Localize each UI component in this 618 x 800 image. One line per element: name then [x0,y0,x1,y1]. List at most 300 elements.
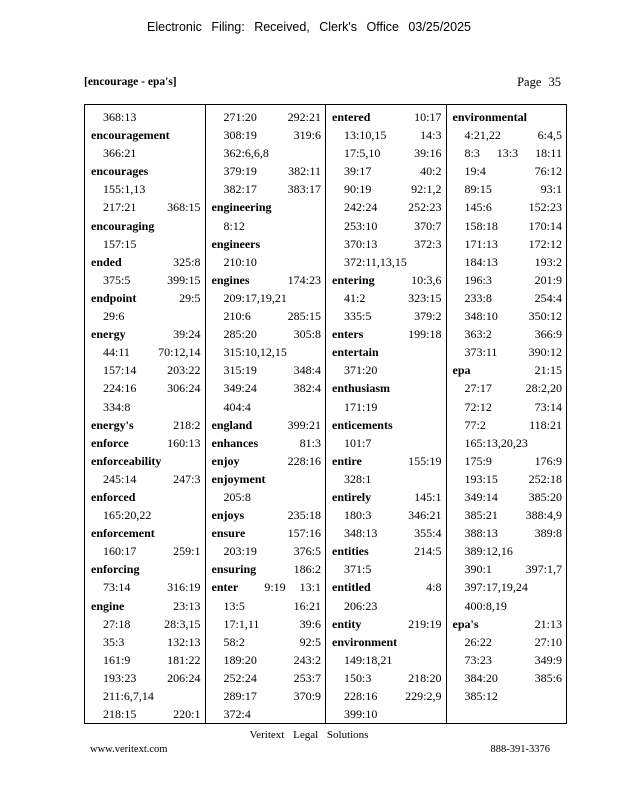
index-term: enter [211,580,239,595]
index-entry [212,271,322,416]
index-term: entire [332,453,362,468]
page-line-ref: 305:8 [293,327,321,342]
page-line-ref: 315:19 [223,363,257,378]
index-term: enforceability [91,453,162,468]
index-reference-line [332,307,442,325]
page-line-ref: 372:3 [414,236,442,251]
index-reference-line [332,198,442,216]
page-line-ref: 218:20 [408,670,442,685]
index-reference-line [332,560,442,578]
page-line-ref: 10:17 [414,110,442,124]
index-reference-line [332,162,442,180]
page-line-ref: 382:4 [293,381,321,396]
index-term-row [332,108,442,126]
index-reference-line [91,542,201,560]
page-line-ref: 17:1,11 [223,616,260,631]
index-reference-line [453,578,563,596]
index-reference-line [332,361,442,379]
page-line-ref: 397:1,7 [525,562,562,577]
index-term: enforce [91,435,129,450]
index-entry [332,271,442,325]
page-line-ref: 186:2 [293,562,321,577]
page-line-ref [264,578,321,596]
page-line-ref: 26:22 [464,634,492,649]
page-line-ref: 189:20 [223,652,257,667]
page-line-ref: 92:5 [299,634,321,649]
index-reference-line [453,126,563,144]
index-reference-line [453,235,563,253]
index-reference-line [212,705,322,723]
index-entry [91,416,201,434]
page-line-ref: 220:1 [173,707,201,722]
index-reference-line [91,307,201,325]
index-reference-line [332,705,442,723]
page-line-ref: 161:9 [103,652,131,667]
index-reference-line [91,180,201,198]
index-term: environment [332,634,398,649]
page-line-ref: 242:24 [344,200,378,215]
index-term-row [212,560,322,578]
index-reference-line [212,379,322,397]
page-line-ref: 29:5 [179,290,201,305]
page-line-ref: 371:20 [344,363,378,378]
page-line-ref: 334:8 [103,399,131,414]
index-reference-line [212,651,322,669]
index-reference-line [332,289,442,307]
page-line-ref: 371:5 [344,562,372,577]
page-line-ref: 252:23 [408,200,442,215]
index-term-row [91,162,201,180]
page-line-ref: 368:15 [167,200,201,215]
index-entry [332,615,442,633]
page-line-ref: 160:13 [167,435,201,450]
index-term: ensuring [211,562,257,577]
page-line-ref: 89:15 [464,182,492,197]
index-entry [91,217,201,253]
page-line-ref: 16:21 [293,598,321,613]
page-line-ref: 160:17 [103,544,137,559]
page-line-ref: 165:20,22 [103,508,152,523]
page-line-ref: 308:19 [223,128,257,143]
page-line-ref: 382:17 [223,182,257,197]
index-reference-line [212,108,322,126]
page-line-ref: 158:18 [464,218,498,233]
index-entry [332,488,442,542]
page-line-ref: 271:20 [223,110,257,124]
page-line-ref: 388:4,9 [525,508,562,523]
footer-phone: 888-391-3376 [490,744,550,755]
page-line-ref: 370:13 [344,236,378,251]
page-line-ref: 165:13,20,23 [464,435,528,450]
page-line-ref: 252:24 [223,670,257,685]
index-entry [332,542,442,578]
page-line-ref: 366:21 [103,146,137,161]
index-reference-line [91,687,201,705]
page-line-ref: 203:19 [223,544,257,559]
index-term-row [332,452,442,470]
page-line-ref: 14:3 [420,128,442,143]
page-line-ref: 27:18 [103,616,131,631]
index-reference-line [453,506,563,524]
page-line-ref: 13:10,15 [344,128,387,143]
page-line-ref: 390:1 [464,562,492,577]
index-term-row [212,198,322,216]
page-line-ref: 214:5 [414,544,442,559]
index-term: enjoyment [211,471,266,486]
page-line-ref: 323:15 [408,290,442,305]
page-line-ref: 44:11 [103,345,130,360]
page-line-ref: 349:9 [534,652,562,667]
index-term: entering [332,272,375,287]
footer-website: www.veritext.com [90,744,168,755]
page-line-ref: 73:14 [103,580,131,595]
page-line-ref: 93:1 [540,182,562,197]
index-entry [212,434,322,452]
page-line-ref: 28:2,20 [525,381,562,396]
index-reference-line [332,235,442,253]
index-reference-line [453,669,563,687]
index-term-row [212,452,322,470]
index-reference-line [453,253,563,271]
index-term: enjoy [211,453,240,468]
index-entry [91,434,201,452]
index-term: encouragement [91,128,170,143]
index-reference-line [212,633,322,651]
page-line-ref: 176:9 [534,453,562,468]
index-term: enforcement [91,526,155,541]
index-reference-line [332,253,442,271]
filing-header: Electronic Filing: Received, Clerk's Office 03/25/2025 [147,20,471,34]
page-line-ref: 4:21,22 [464,128,501,143]
page-line-ref: 404:4 [223,399,251,414]
page-line-ref: 157:14 [103,363,137,378]
page-line-ref: 350:12 [528,309,562,324]
page-line-ref: 346:21 [408,508,442,523]
index-entry [453,108,563,361]
index-table [84,104,567,724]
index-term-row [332,379,442,397]
page-line-ref: 27:10 [534,634,562,649]
index-reference-line [91,235,201,253]
page-line-ref: 376:5 [293,544,321,559]
index-reference-line [453,343,563,361]
page-line-ref: 170:14 [528,218,562,233]
index-reference-line [453,271,563,289]
page-line-ref: 174:23 [287,272,321,287]
page-line-ref: 4:8 [426,580,442,595]
index-term: encouraging [91,218,155,233]
index-reference-line [453,162,563,180]
index-reference-line [212,687,322,705]
index-term-row [212,578,322,596]
index-reference-line [91,615,201,633]
page-line-ref: 6:4,5 [537,128,562,143]
index-term: environmental [452,110,527,124]
index-entry [91,126,201,162]
index-term-row [212,416,322,434]
index-reference-line [212,217,322,235]
page-line-ref: 155:1,13 [103,182,146,197]
page-line-ref: 206:24 [167,670,201,685]
page-line-ref: 155:19 [408,453,442,468]
index-reference-line [91,271,201,289]
index-term-row [332,615,442,633]
index-term-row [332,416,442,434]
index-entry [91,452,201,488]
index-term: enjoys [211,508,245,523]
page-line-ref: 247:3 [173,471,201,486]
index-reference-line [212,144,322,162]
index-entry [212,235,322,271]
page-line-ref: 319:6 [293,128,321,143]
page-line-ref: 368:13 [103,110,137,124]
index-term-row [91,325,201,343]
index-reference-line [91,379,201,397]
page-line-ref: 81:3 [299,435,321,450]
page-line-ref: 372:11,13,15 [344,254,407,269]
index-term: entity [332,616,362,631]
page-line-ref: 285:15 [287,309,321,324]
page-line-ref: 17:5,10 [344,146,381,161]
index-reference-line [332,524,442,542]
index-term-row [91,126,201,144]
page-line-ref: 175:9 [464,453,492,468]
index-reference-line [91,651,201,669]
page-line-ref: 316:19 [167,580,201,595]
page-line-ref: 10:3,6 [411,272,442,287]
index-entry [332,108,442,271]
page-line-ref: 218:15 [103,707,137,722]
page-line-ref: 219:19 [408,616,442,631]
index-reference-line [212,180,322,198]
page-line-ref: 366:9 [534,327,562,342]
index-entry [91,325,201,415]
page-line-ref: 132:13 [167,634,201,649]
page-line-ref: 399:10 [344,707,378,722]
index-reference-line [212,542,322,560]
index-term: ended [91,254,122,269]
page-line-ref: 348:4 [293,363,321,378]
index-term: entities [332,544,369,559]
index-reference-line [91,669,201,687]
index-entry [91,162,201,216]
index-entry [91,108,201,126]
page-line-ref: 41:2 [344,290,366,305]
page-line-ref: 21:15 [534,363,562,378]
index-entry [91,597,201,723]
index-term-row [212,470,322,488]
index-entry [332,452,442,488]
index-entry [453,615,563,705]
index-term: enthusiasm [332,381,391,396]
index-reference-line [453,144,563,162]
page-line-ref: 217:21 [103,200,137,215]
page-line-ref: 224:16 [103,381,137,396]
index-reference-line [453,398,563,416]
page-line-ref: 184:13 [464,254,498,269]
page-line-ref: 285:20 [223,327,257,342]
index-entry [212,198,322,234]
page-line-ref: 101:7 [344,435,372,450]
page-line-ref: 379:2 [414,309,442,324]
index-reference-line [453,217,563,235]
index-reference-line [332,651,442,669]
page-line-ref: 203:22 [167,363,201,378]
index-reference-line [453,379,563,397]
index-reference-line [332,398,442,416]
page-line-ref: 383:17 [287,182,321,197]
page-line-ref: 372:4 [223,707,251,722]
page-line-ref: 8:3 [464,146,480,161]
page-line-ref: 355:4 [414,526,442,541]
index-entry [332,325,442,343]
page-line-ref: 252:18 [528,471,562,486]
page-line-ref: 389:8 [534,526,562,541]
page-line-ref: 27:17 [464,381,492,396]
page-line-ref: 149:18,21 [344,652,393,667]
page-line-ref: 152:23 [528,200,562,215]
page-line-ref: 243:2 [293,652,321,667]
index-entry [212,452,322,470]
page-line-ref: 385:12 [464,689,498,703]
index-term: entitled [332,580,371,595]
page-line-ref: 385:21 [464,508,498,523]
index-reference-line [212,343,322,361]
page-line-ref: 209:17,19,21 [223,290,287,305]
index-reference-line [212,669,322,687]
index-reference-line [91,705,201,723]
index-reference-line [332,470,442,488]
page-line-ref: 363:2 [464,327,492,342]
index-entry [212,416,322,434]
page-number: Page 35 [517,75,561,89]
index-reference-line [91,633,201,651]
index-reference-line [212,398,322,416]
index-term-row [91,217,201,235]
index-term: entirely [332,489,372,504]
page-line-ref: 23:13 [173,598,201,613]
index-reference-line [453,542,563,560]
page-line-ref: 70:12,14 [158,345,201,360]
index-reference-line [91,144,201,162]
index-term: enhances [211,435,259,450]
index-reference-line [453,416,563,434]
index-reference-line [91,470,201,488]
index-term: energy [91,327,126,342]
index-term-row [332,542,442,560]
page-line-ref: 348:10 [464,309,498,324]
index-term-row [212,506,322,524]
page-line-ref: 315:10,12,15 [223,345,287,360]
index-entry [332,578,442,614]
page-line-ref: 211:6,7,14 [103,689,154,703]
page-line-ref: 228:16 [287,453,321,468]
page-line-ref: 259:1 [173,544,201,559]
page-line-ref: 29:6 [103,309,125,324]
index-column-4 [447,105,567,723]
index-reference-line [453,452,563,470]
page-line-ref: 39:17 [344,164,372,179]
index-reference-line [332,669,442,687]
index-term-row [91,253,201,271]
index-entry [91,253,201,289]
page-line-ref: 28:3,15 [164,616,201,631]
page-line-ref: 73:23 [464,652,492,667]
index-term: epa [452,363,471,378]
index-entry [332,379,442,415]
index-term-row [91,452,201,470]
index-term-row [332,488,442,506]
page-line-ref: 39:6 [299,616,321,631]
page-line-ref: 385:20 [528,489,562,504]
index-term-row [332,578,442,596]
index-column-1 [85,105,206,723]
index-reference-line [332,217,442,235]
page-line-ref: 370:7 [414,218,442,233]
index-term-row [212,434,322,452]
page-line-ref: 193:15 [464,471,498,486]
page-line-ref: 157:16 [287,526,321,541]
index-term: epa's [452,616,479,631]
page-line-ref: 18:11 [535,146,562,161]
footer-company: Veritext Legal Solutions [249,729,369,741]
page-line-ref: 325:8 [173,254,201,269]
index-column-3 [326,105,447,723]
index-term-row [212,524,322,542]
index-reference-line [453,488,563,506]
index-term: enforcing [91,562,140,577]
index-term: engine [91,598,125,613]
page-line-ref: 201:9 [534,272,562,287]
page-line-ref: 8:12 [223,218,245,233]
index-term-row [332,271,442,289]
page-line-ref: 21:13 [534,616,562,631]
page-line-ref: 370:9 [293,689,321,703]
index-reference-line [212,361,322,379]
index-term: entered [332,110,371,124]
index-reference-line [212,488,322,506]
index-term: england [211,417,253,432]
index-reference-line [212,325,322,343]
page-line-ref: 77:2 [464,417,486,432]
index-reference-line [332,144,442,162]
index-reference-line [212,126,322,144]
index-reference-line [212,597,322,615]
page-line-ref: 206:23 [344,598,378,613]
page-line-ref: 254:4 [534,290,562,305]
index-reference-line [453,560,563,578]
page-line-ref: 388:13 [464,526,498,541]
index-term-row [91,524,201,542]
page-line-ref: 72:12 [464,399,492,414]
index-term: enticements [332,417,393,432]
index-reference-line [453,651,563,669]
index-term: entertain [332,345,379,360]
index-term: engineering [211,200,272,215]
page-line-ref: 384:20 [464,670,498,685]
index-entry [332,416,442,452]
page-line-ref: 390:12 [528,345,562,360]
page-line-ref: 76:12 [534,164,562,179]
page-line-ref: 92:1,2 [411,182,442,197]
index-term: energy's [91,417,134,432]
index-term-row [91,416,201,434]
index-term-row [332,343,442,361]
index-reference-line [453,597,563,615]
page-line-ref: 385:6 [534,670,562,685]
page-line-ref: 399:21 [287,417,321,432]
index-term: engineers [211,236,261,251]
